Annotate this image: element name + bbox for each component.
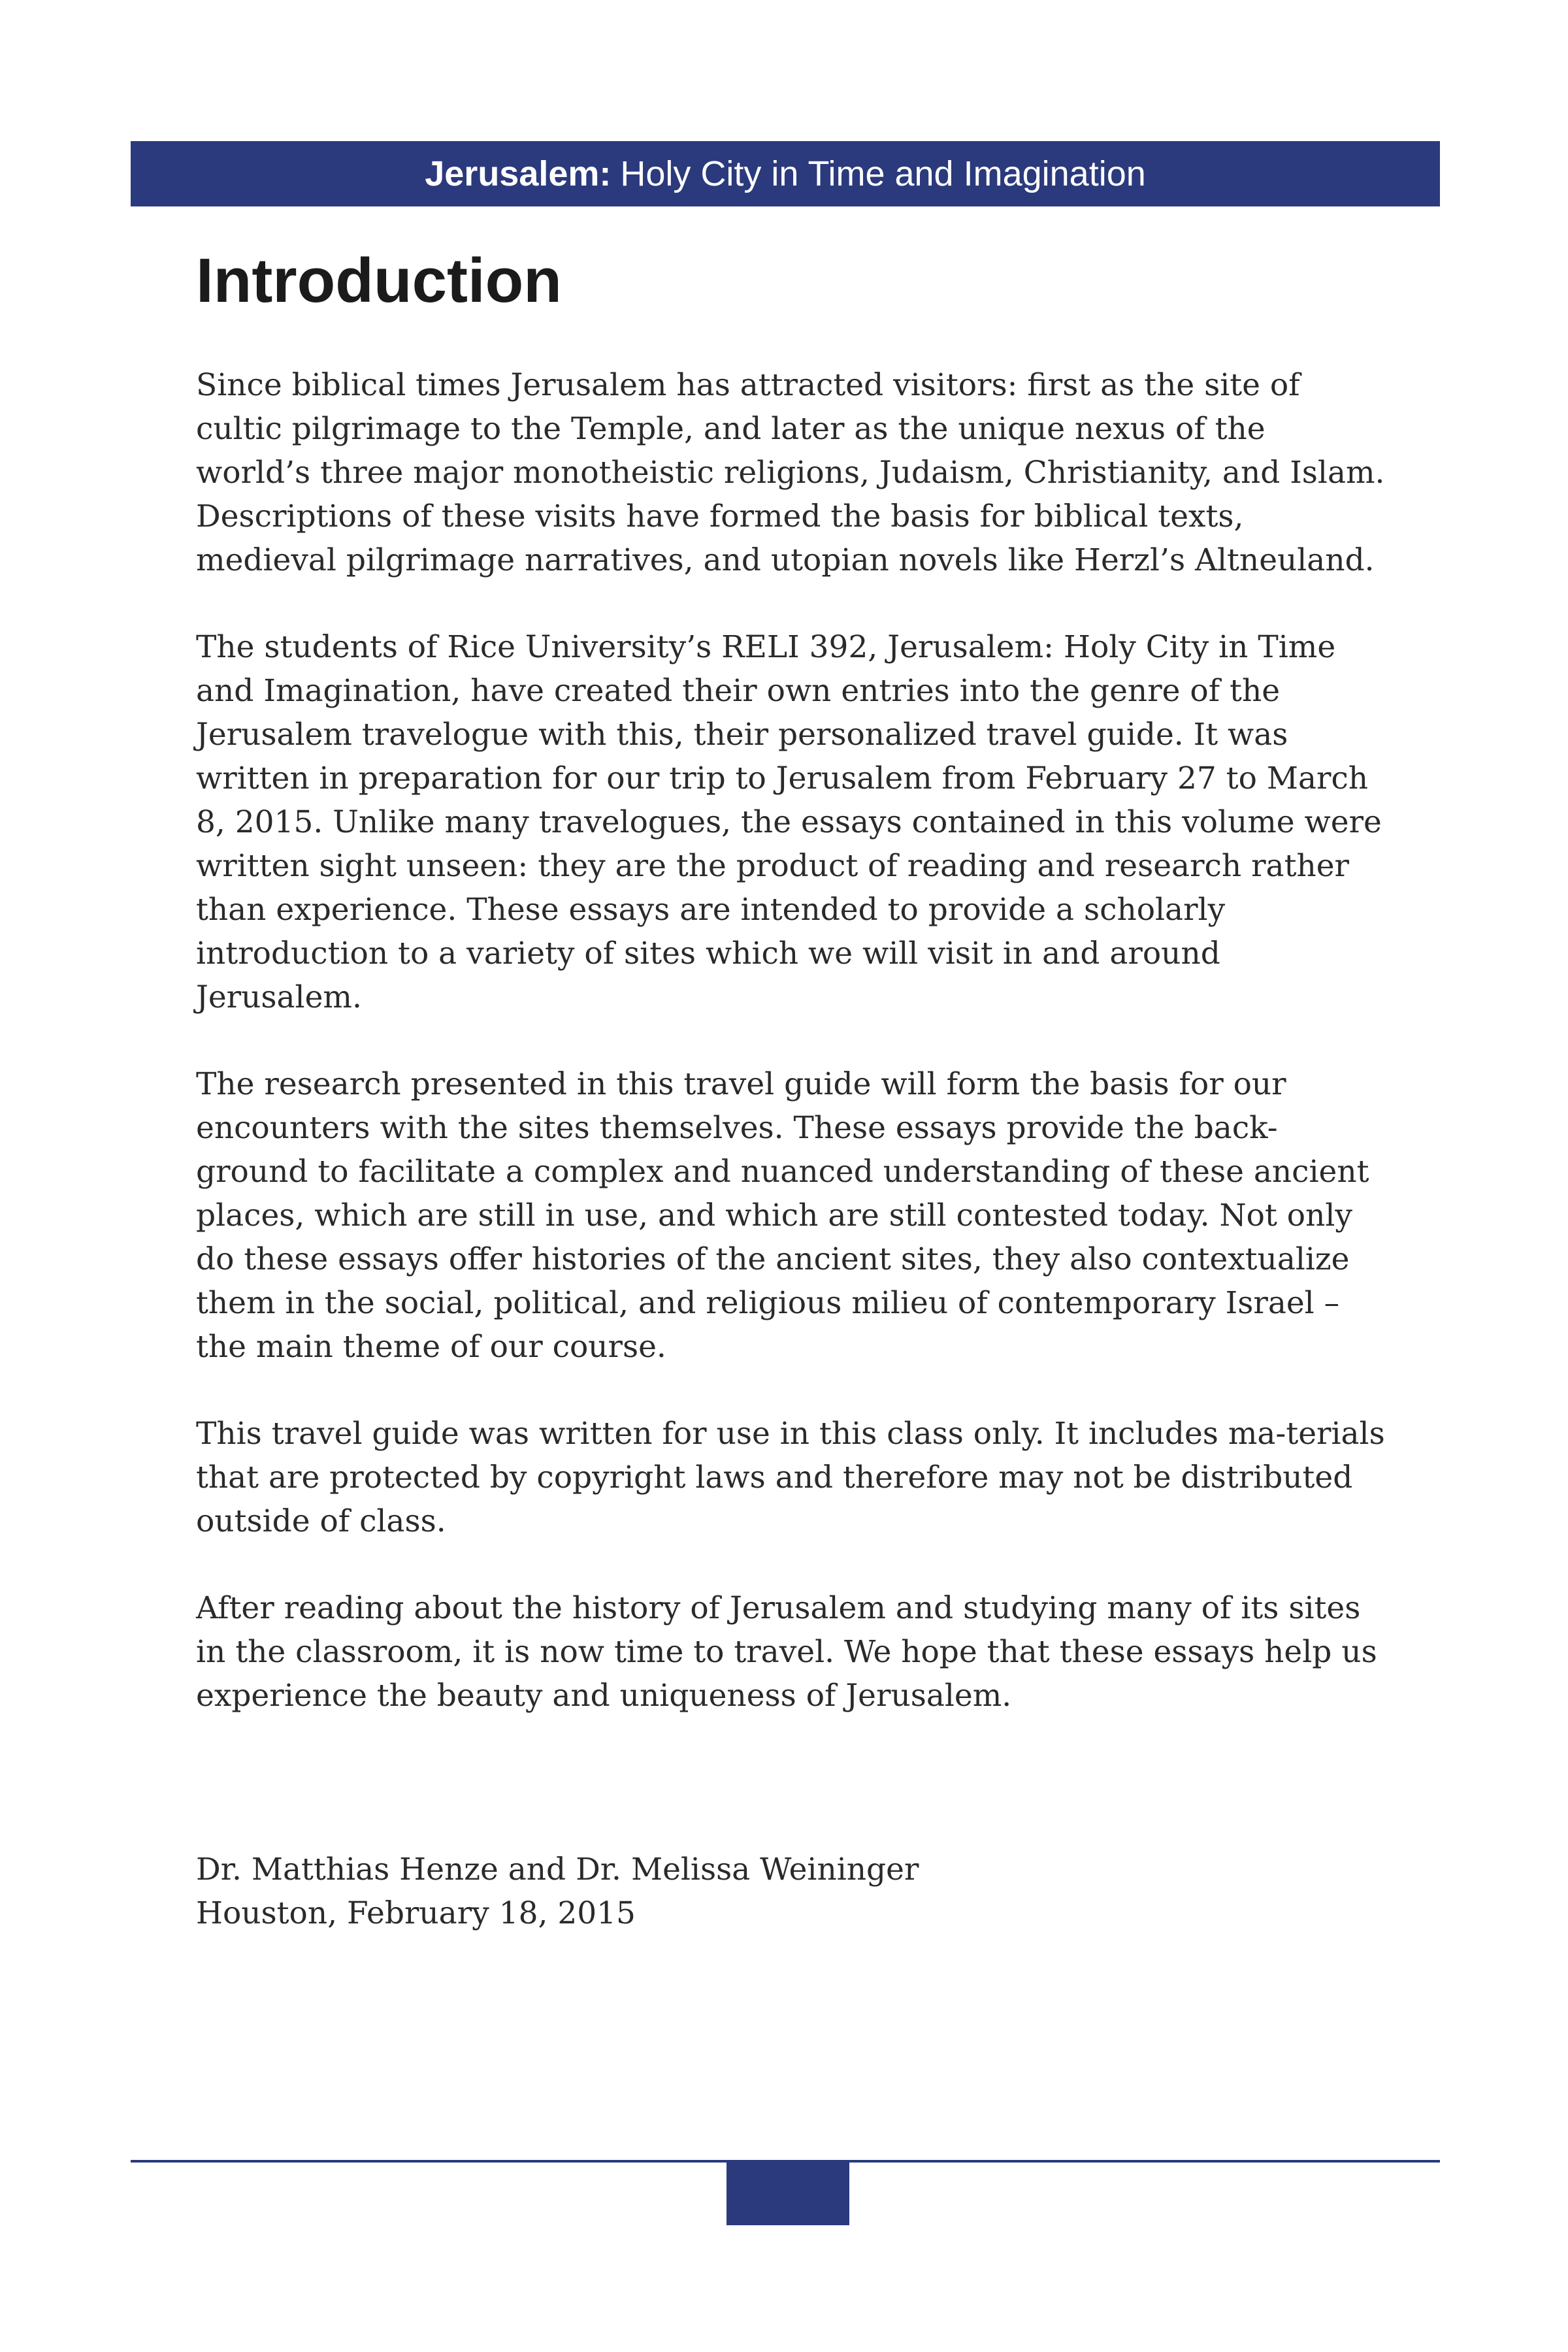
page-number-tab xyxy=(727,2161,849,2225)
intro-body xyxy=(196,363,1385,1761)
header-title-light: Holy City in Time and Imagination xyxy=(620,154,1146,193)
paragraph-3: The research presented in this travel guide will form the basis for our encounters with the sites themselves. These essays provide the back-ground to facilitate a complex and nuanced understanding of these ancient places, which are still in use, and which are still contested today. Not only do these essays offer histories of the ancient sites, they also contextualize them in the social, political, and religious milieu of contemporary Israel – the main theme of our course. xyxy=(196,1066,1369,1365)
paragraph-4: This travel guide was written for use in this class only. It includes ma-terials that are protected by copyright laws and therefore may not be distributed outside of class. xyxy=(196,1416,1385,1539)
signature-block xyxy=(196,1848,1385,1935)
running-header xyxy=(131,141,1440,206)
paragraph-2: The students of Rice University’s RELI 392, Jerusalem: Holy City in Time and Imagination, have created their own entries into the genre of the Jerusalem travelogue with this, their personalized travel guide. It was written in preparation for our trip to Jerusalem from February 27 to March 8, 2015. Unlike many travelogues, the essays contained in this volume were written sight unseen: they are the product of reading and research rather than experience. These essays are intended to provide a scholarly introduction to a variety of sites which we will visit in and around Jerusalem. xyxy=(196,629,1382,1015)
paragraph-1: Since biblical times Jerusalem has attracted visitors: first as the site of cultic pilgrimage to the Temple, and later as the unique nexus of the world’s three major monotheistic religions, Judaism, Christianity, and Islam. Descriptions of these visits have formed the basis for biblical texts, medieval pilgrimage narratives, and utopian novels like Herzl’s Altneuland. xyxy=(196,367,1385,578)
header-title-strong: Jerusalem: xyxy=(425,154,612,193)
paragraph-5: After reading about the history of Jerusalem and studying many of its sites in the classroom, it is now time to travel. We hope that these essays help us experience the beauty and uniqueness of Jerusalem. xyxy=(196,1590,1377,1714)
signature-place-date: Houston, February 18, 2015 xyxy=(196,1895,636,1931)
page-title: Introduction xyxy=(196,246,562,316)
signature-authors: Dr. Matthias Henze and Dr. Melissa Weininger xyxy=(196,1852,919,1887)
